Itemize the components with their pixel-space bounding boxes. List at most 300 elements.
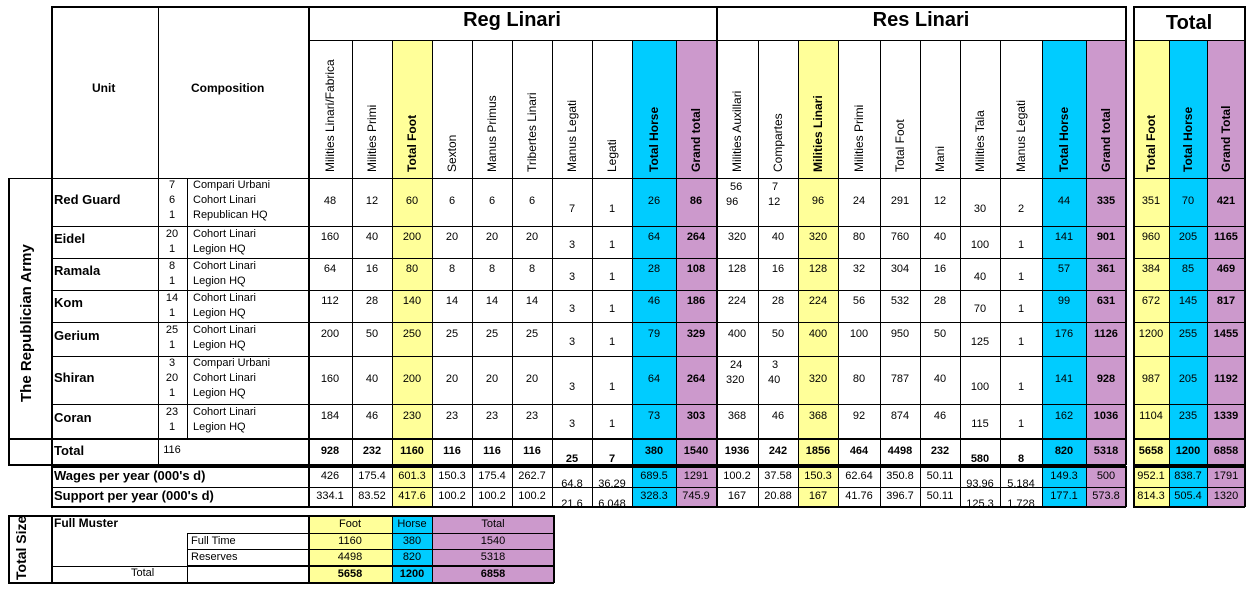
cell-value: 99: [1057, 295, 1071, 307]
unit-name: Gerium: [54, 328, 100, 343]
cell-value: 255: [1178, 328, 1198, 340]
cell-value: 400: [727, 328, 747, 340]
composition-count: 1: [168, 243, 176, 255]
cell-value: 817: [1216, 295, 1236, 307]
total-column-header: Grand Total: [1219, 105, 1233, 172]
cell-value: 1200: [1175, 445, 1201, 457]
grid-line: [552, 40, 553, 465]
total-column-header: Grand total: [689, 107, 703, 172]
cell-value: 64: [323, 263, 337, 275]
cell-value: 8: [1017, 453, 1025, 465]
cell-value: 20: [445, 373, 459, 385]
grid-line: [880, 40, 881, 465]
cell-value: 838.7: [1174, 470, 1202, 482]
cell-value: 64: [647, 373, 661, 385]
muster-row-label: Reserves: [191, 551, 238, 563]
composition-count: 23: [165, 406, 179, 418]
cell-value: 1192: [1214, 373, 1238, 385]
cell-value: 262.7: [518, 470, 546, 482]
cell-value: 320: [727, 231, 747, 243]
cell-value: 112: [321, 295, 339, 307]
total-horse-fill: [632, 40, 676, 465]
composition-count: 20: [165, 372, 179, 384]
composition-count: 7: [168, 179, 176, 191]
grid-line: [960, 40, 961, 465]
grid-line: [838, 40, 839, 465]
composition-count: 25: [165, 324, 179, 336]
grid-line: [51, 290, 1126, 291]
grid-line: [158, 6, 159, 465]
cell-value: 368: [808, 410, 828, 422]
composition-count: 6: [168, 194, 176, 206]
cell-value: 6.048: [598, 498, 626, 510]
cell-value: 505.4: [1174, 490, 1202, 502]
cell-value: 150.3: [804, 470, 832, 482]
composition-label: Compari Urbani: [193, 357, 271, 369]
grid-line: [1133, 226, 1245, 227]
cell-value: 46: [647, 295, 661, 307]
total-foot-fill: [392, 40, 432, 465]
cell-value: 184: [320, 410, 340, 422]
cell-value: 580: [970, 453, 990, 465]
grid-line: [512, 40, 513, 465]
stacked-value-bottom: 320: [726, 374, 745, 386]
unit-name: Ramala: [54, 263, 101, 278]
composition-label: Legion HQ: [193, 243, 246, 255]
grand-total-fill: [1207, 40, 1245, 465]
cell-value: 167: [808, 490, 828, 502]
cell-value: 141: [1054, 231, 1074, 243]
cell-value: 79: [647, 328, 661, 340]
cell-value: 175.4: [478, 470, 506, 482]
cell-value: 320: [808, 231, 828, 243]
cell-value: 149.3: [1050, 470, 1078, 482]
cell-value: 351: [1141, 195, 1161, 207]
grid-line: [592, 40, 593, 465]
column-header: Milities Primi: [852, 104, 866, 172]
cell-value: 224: [808, 295, 828, 307]
cell-value: 1791: [1213, 470, 1239, 482]
column-header: Milities Primi: [365, 104, 379, 172]
cell-value: 92: [852, 410, 866, 422]
composition-count: 1: [168, 209, 176, 221]
muster-total-value: 1540: [480, 535, 506, 547]
total-column-header: Total Horse: [1181, 106, 1195, 172]
cell-value: 417.6: [398, 490, 426, 502]
cell-value: 304: [890, 263, 910, 275]
cell-value: 1: [1017, 303, 1025, 315]
cell-value: 141: [1054, 373, 1074, 385]
composition-count: 1: [168, 275, 176, 287]
cell-value: 100: [849, 328, 869, 340]
cell-value: 23: [445, 410, 459, 422]
cell-value: 952.1: [1137, 470, 1165, 482]
stacked-value-top: 56: [730, 181, 743, 193]
cell-value: 20: [445, 231, 459, 243]
cell-value: 689.5: [640, 470, 668, 482]
muster-total-value: 5318: [480, 551, 506, 563]
cell-value: 50.11: [926, 490, 954, 502]
side-title: The Republician Army: [18, 244, 35, 402]
cell-value: 464: [849, 445, 869, 457]
grid-line: [1244, 6, 1246, 507]
cell-value: 250: [402, 328, 422, 340]
cell-value: 16: [933, 263, 947, 275]
composition-label: Cohort Linari: [193, 260, 256, 272]
cell-value: 5318: [1093, 445, 1119, 457]
grid-line: [8, 515, 10, 583]
cell-value: 115: [971, 418, 989, 430]
grid-line: [1086, 40, 1087, 465]
cell-value: 162: [1054, 410, 1074, 422]
cell-value: 8: [528, 263, 536, 275]
cell-value: 1165: [1214, 231, 1238, 243]
grid-line: [51, 6, 1126, 8]
grid-line: [1133, 6, 1245, 8]
cell-value: 3: [568, 239, 576, 251]
cell-value: 50: [365, 328, 379, 340]
cell-value: 1455: [1213, 328, 1239, 340]
cell-value: 380: [644, 445, 664, 457]
grid-line: [758, 40, 759, 465]
grid-line: [187, 178, 188, 438]
cell-value: 14: [485, 295, 499, 307]
composition-label: Cohort Linari: [193, 324, 256, 336]
column-header: Manus Primus: [485, 95, 499, 172]
cell-value: 7: [608, 453, 616, 465]
grid-line: [798, 40, 799, 465]
cell-value: 3: [568, 271, 576, 283]
grid-line: [1133, 506, 1245, 508]
cell-value: 85: [1181, 263, 1195, 275]
grid-line: [1133, 438, 1245, 440]
composition-count: 20: [165, 228, 179, 240]
cell-value: 93.96: [966, 478, 994, 490]
cell-value: 83.52: [358, 490, 386, 502]
cell-value: 8: [488, 263, 496, 275]
total-composition: 116: [163, 444, 181, 456]
cell-value: 329: [686, 328, 706, 340]
total-column-header: Milities Linari: [811, 95, 825, 172]
composition-label: Compari Urbani: [193, 179, 271, 191]
reg-linari-header: Reg Linari: [463, 9, 561, 31]
cell-value: 125: [970, 336, 990, 348]
grid-line: [51, 258, 1126, 259]
cell-value: 205: [1178, 231, 1198, 243]
cell-value: 232: [930, 445, 950, 457]
cell-value: 50.11: [926, 470, 954, 482]
grid-line: [1133, 322, 1245, 323]
stacked-value-top: 3: [772, 359, 779, 371]
cell-value: 928: [1096, 373, 1116, 385]
column-header: Sexton: [445, 134, 459, 172]
cell-value: 80: [405, 263, 419, 275]
cell-value: 25: [445, 328, 459, 340]
cell-value: 140: [402, 295, 422, 307]
cell-value: 1036: [1093, 410, 1119, 422]
cell-value: 125.3: [966, 498, 994, 510]
cell-value: 874: [890, 410, 910, 422]
cell-value: 400: [808, 328, 828, 340]
cell-value: 20: [525, 231, 539, 243]
stacked-value-bottom: 96: [726, 196, 739, 208]
cell-value: 23: [485, 410, 499, 422]
cell-value: 73: [647, 410, 661, 422]
muster-row-label: Full Time: [191, 535, 236, 547]
cell-value: 12: [365, 195, 379, 207]
cell-value: 32: [852, 263, 866, 275]
cell-value: 40: [933, 373, 947, 385]
composition-label: Legion HQ: [193, 421, 246, 433]
cell-value: 64: [647, 231, 661, 243]
cell-value: 100: [970, 381, 990, 393]
grid-line: [187, 533, 188, 583]
support-label: Support per year (000's d): [54, 488, 214, 503]
grand-total-fill: [676, 40, 716, 465]
composition-label: Cohort Linari: [193, 194, 256, 206]
grid-line: [1133, 356, 1245, 357]
cell-value: 56: [852, 295, 866, 307]
cell-value: 20.88: [764, 490, 792, 502]
cell-value: 40: [365, 231, 379, 243]
wages-label: Wages per year (000's d): [54, 468, 206, 483]
cell-value: 100.2: [438, 490, 466, 502]
cell-value: 745.9: [682, 490, 710, 502]
total-horse-fill: [1169, 40, 1207, 465]
grid-line: [51, 566, 554, 567]
muster-side-title: Total Size: [13, 515, 29, 580]
muster-horse-value: 820: [402, 551, 422, 563]
grid-line: [8, 178, 10, 465]
column-header: Total Foot: [893, 119, 907, 172]
cell-value: 987: [1141, 373, 1161, 385]
column-header: Compartes: [771, 113, 785, 172]
cell-value: 573.8: [1092, 490, 1120, 502]
composition-count: 3: [168, 357, 176, 369]
cell-value: 100: [970, 239, 990, 251]
grid-line: [1133, 40, 1245, 41]
column-header: Legati: [605, 139, 619, 172]
grid-line: [51, 515, 53, 583]
cell-value: 80: [852, 373, 866, 385]
cell-value: 116: [443, 445, 461, 457]
cell-value: 242: [768, 445, 788, 457]
column-header: Mani: [933, 145, 947, 172]
cell-value: 1: [608, 381, 616, 393]
cell-value: 230: [402, 410, 422, 422]
composition-count: 1: [168, 387, 176, 399]
cell-value: 48: [323, 195, 337, 207]
column-header: Tribertes Linari: [525, 92, 539, 172]
cell-value: 28: [365, 295, 379, 307]
cell-value: 40: [933, 231, 947, 243]
cell-value: 426: [320, 470, 340, 482]
cell-value: 901: [1096, 231, 1116, 243]
cell-value: 20: [485, 231, 499, 243]
composition-label: Cohort Linari: [193, 228, 256, 240]
cell-value: 1126: [1094, 328, 1118, 340]
grid-line: [51, 226, 1126, 227]
muster-foot-header: Foot: [338, 518, 361, 530]
cell-value: 361: [1096, 263, 1116, 275]
composition-count: 1: [168, 339, 176, 351]
stacked-value-bottom: 40: [768, 374, 781, 386]
cell-value: 264: [686, 373, 706, 385]
cell-value: 30: [973, 203, 987, 215]
cell-value: 205: [1178, 373, 1198, 385]
cell-value: 6: [488, 195, 496, 207]
cell-value: 1: [1017, 239, 1025, 251]
cell-value: 1: [608, 303, 616, 315]
res-linari-header: Res Linari: [872, 9, 970, 31]
muster-total-total: 6858: [480, 568, 506, 580]
cell-value: 3: [568, 303, 576, 315]
unit-name: Shiran: [54, 370, 95, 385]
cell-value: 672: [1141, 295, 1161, 307]
cell-value: 469: [1216, 263, 1236, 275]
cell-value: 20: [485, 373, 499, 385]
muster-horse-header: Horse: [397, 518, 427, 530]
grid-line: [392, 40, 393, 465]
cell-value: 46: [771, 410, 785, 422]
cell-value: 116: [483, 445, 501, 457]
cell-value: 14: [445, 295, 459, 307]
grid-line: [1169, 40, 1170, 465]
cell-value: 108: [686, 263, 706, 275]
cell-value: 1: [1017, 336, 1025, 348]
cell-value: 128: [808, 263, 828, 275]
grid-line: [1133, 258, 1245, 259]
cell-value: 100.2: [518, 490, 546, 502]
column-header: Milities Tala: [973, 110, 987, 172]
unit-name: Eidel: [54, 231, 86, 246]
cell-value: 1: [1017, 271, 1025, 283]
cell-value: 291: [890, 195, 910, 207]
composition-label: Legion HQ: [193, 339, 246, 351]
cell-value: 1856: [805, 445, 831, 457]
muster-total-horse: 1200: [399, 568, 425, 580]
cell-value: 1: [1017, 418, 1025, 430]
cell-value: 44: [1057, 195, 1071, 207]
cell-value: 14: [525, 295, 539, 307]
cell-value: 1540: [683, 445, 709, 457]
grand-total-fill: [1086, 40, 1126, 465]
cell-value: 25: [565, 453, 579, 465]
cell-value: 70: [1181, 195, 1195, 207]
total-column-header: Total Horse: [647, 106, 661, 172]
stacked-value-top: 7: [772, 181, 779, 193]
cell-value: 6: [448, 195, 456, 207]
cell-value: 28: [771, 295, 785, 307]
cell-value: 20: [525, 373, 539, 385]
cell-value: 36.29: [598, 478, 626, 490]
muster-horse-value: 380: [402, 535, 422, 547]
muster-foot-value: 4498: [337, 551, 363, 563]
cell-value: 12: [933, 195, 947, 207]
cell-value: 787: [890, 373, 910, 385]
column-header: Manus Legati: [565, 99, 579, 172]
cell-value: 200: [402, 373, 422, 385]
total-column-header: Grand total: [1099, 107, 1113, 172]
cell-value: 7: [568, 203, 576, 215]
cell-value: 814.3: [1137, 490, 1165, 502]
composition-label: Republican HQ: [193, 209, 268, 221]
cell-value: 26: [647, 195, 661, 207]
grid-line: [432, 40, 433, 465]
muster-total-label: Total: [131, 567, 155, 579]
unit-name: Kom: [54, 295, 83, 310]
cell-value: 303: [686, 410, 706, 422]
cell-value: 46: [933, 410, 947, 422]
total-column-header: Total Horse: [1057, 106, 1071, 172]
cell-value: 5658: [1138, 445, 1164, 457]
cell-value: 232: [362, 445, 382, 457]
cell-value: 40: [771, 231, 785, 243]
cell-value: 1: [1017, 381, 1025, 393]
grid-line: [1133, 487, 1245, 488]
composition-label: Cohort Linari: [193, 372, 256, 384]
muster-total-header: Total: [481, 518, 505, 530]
composition-label: Legion HQ: [193, 307, 246, 319]
unit-name: Red Guard: [54, 192, 121, 207]
cell-value: 150.3: [438, 470, 466, 482]
cell-value: 23: [525, 410, 539, 422]
cell-value: 224: [727, 295, 747, 307]
cell-value: 950: [890, 328, 910, 340]
grid-line: [51, 322, 1126, 323]
cell-value: 532: [890, 295, 910, 307]
cell-value: 50: [933, 328, 947, 340]
cell-value: 86: [689, 195, 703, 207]
cell-value: 3: [568, 418, 576, 430]
grid-line: [51, 466, 53, 507]
cell-value: 200: [402, 231, 422, 243]
cell-value: 167: [727, 490, 747, 502]
cell-value: 4498: [887, 445, 913, 457]
cell-value: 37.58: [764, 470, 792, 482]
stacked-value-top: 24: [730, 359, 743, 371]
composition-label: Cohort Linari: [193, 292, 256, 304]
cell-value: 62.64: [845, 470, 873, 482]
cell-value: 5.184: [1007, 478, 1035, 490]
grid-line: [352, 40, 353, 465]
cell-value: 200: [320, 328, 340, 340]
cell-value: 25: [485, 328, 499, 340]
cell-value: 40: [365, 373, 379, 385]
cell-value: 421: [1216, 195, 1236, 207]
cell-value: 1320: [1213, 490, 1239, 502]
muster-foot-value: 1160: [338, 535, 362, 547]
cell-value: 160: [320, 373, 340, 385]
cell-value: 328.3: [640, 490, 668, 502]
cell-value: 16: [771, 263, 785, 275]
cell-value: 128: [727, 263, 747, 275]
cell-value: 100.2: [478, 490, 506, 502]
total-header: Total: [1165, 12, 1213, 34]
cell-value: 50: [771, 328, 785, 340]
grid-line: [1133, 466, 1245, 468]
grid-line: [472, 40, 473, 465]
total-column-header: Total Foot: [1144, 114, 1158, 172]
cell-value: 1160: [400, 445, 424, 457]
cell-value: 396.7: [886, 490, 914, 502]
cell-value: 384: [1141, 263, 1161, 275]
grid-line: [187, 549, 554, 550]
cell-value: 100.2: [723, 470, 751, 482]
cell-value: 60: [405, 195, 419, 207]
cell-value: 1104: [1139, 410, 1163, 422]
grid-line: [1133, 178, 1245, 179]
